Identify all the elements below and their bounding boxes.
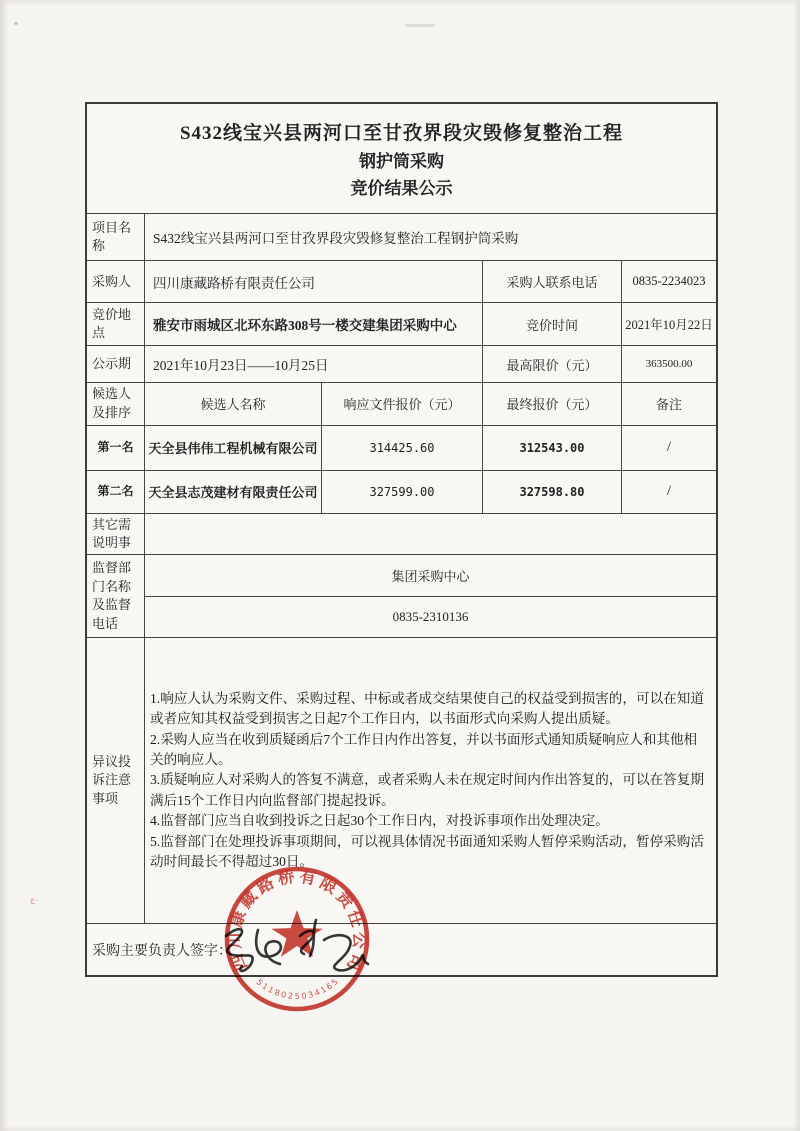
bidding-place-value: 雅安市雨城区北环东路308号一楼交建集团采购中心 <box>145 303 483 345</box>
bidding-time-label: 竞价时间 <box>483 303 622 345</box>
candidate-1-final-price: 312543.00 <box>483 426 622 470</box>
max-price-value: 363500.00 <box>645 358 693 371</box>
publicity-period-value: 2021年10月23日——10月25日 <box>145 346 483 382</box>
scan-red-mark: ɛ· <box>30 896 39 907</box>
col-header-candidate-name: 候选人名称 <box>145 383 322 425</box>
candidate-2-final-price: 327598.80 <box>483 471 622 513</box>
buyer-value: 四川康藏路桥有限责任公司 <box>145 261 483 302</box>
buyer-label: 采购人 <box>87 261 145 302</box>
seal-company-text: 四川康藏路桥有限责任公司 <box>224 866 370 974</box>
signature-label: 采购主要负责人签字： <box>92 943 232 959</box>
buyer-row <box>87 261 716 303</box>
title-line-1: S432线宝兴县两河口至甘孜界段灾毁修复整治工程 <box>179 123 624 145</box>
candidates-label: 候选人及排序 <box>87 383 145 425</box>
seal-serial-number: 5118025034165 <box>254 976 341 1001</box>
candidates-header-row <box>87 383 716 426</box>
bidding-place-label: 竞价地点 <box>87 303 145 345</box>
bidding-place-row <box>87 303 716 346</box>
objection-item-3: 3.质疑响应人对采购人的答复不满意，或者采购人未在规定时间内作出答复的，可以在答复期满后15个工作日内向监督部门提起投诉。 <box>150 772 704 808</box>
col-header-response-price: 响应文件报价（元） <box>322 383 483 425</box>
objection-item-4: 4.监督部门应当自收到投诉之日起30个工作日内，对投诉事项作出处理决定。 <box>150 813 609 829</box>
other-notes-row <box>87 514 716 556</box>
candidate-2-rank: 第二名 <box>87 471 145 513</box>
supervision-row <box>87 555 716 638</box>
candidate-2-name: 天全县志茂建材有限责任公司 <box>145 471 322 513</box>
supervision-phone: 0835-2310136 <box>392 608 469 624</box>
objection-text <box>145 638 716 923</box>
buyer-phone-value: 0835-2234023 <box>632 274 706 289</box>
title-line-3: 竞价结果公示 <box>350 179 453 199</box>
candidate-2-response-price: 327599.00 <box>322 471 483 513</box>
project-name-value: S432线宝兴县两河口至甘孜界段灾毁修复整治工程钢护筒采购 <box>153 231 519 247</box>
title-row <box>87 104 716 214</box>
other-notes-label: 其它需说明事 <box>87 514 145 555</box>
col-header-remark: 备注 <box>655 397 682 413</box>
col-header-final-price: 最终报价（元） <box>483 383 622 425</box>
objection-item-2: 2.采购人应当在收到质疑函后7个工作日内作出答复，并以书面形式通知质疑响应人和其他相关的响应人。 <box>150 731 698 768</box>
candidate-1-remark: / <box>666 439 672 456</box>
other-notes-value <box>145 514 716 555</box>
candidate-1-name: 天全县伟伟工程机械有限公司 <box>145 426 322 470</box>
objection-label: 异议投诉注意事项 <box>87 638 145 923</box>
project-name-label: 项目名称 <box>87 214 145 261</box>
supervision-values <box>145 555 716 637</box>
publicity-period-label: 公示期 <box>87 346 145 382</box>
signature-row <box>87 924 716 975</box>
candidate-row-2 <box>87 471 716 514</box>
max-price-label: 最高限价（元） <box>483 346 622 382</box>
title-line-2: 钢护筒采购 <box>359 152 444 172</box>
candidate-row-1 <box>87 426 716 471</box>
project-name-row <box>87 214 716 262</box>
document-title <box>87 114 716 202</box>
bid-result-table <box>85 102 718 977</box>
supervision-department: 集团采购中心 <box>145 555 716 596</box>
scan-smudge <box>405 24 435 27</box>
candidate-1-rank: 第一名 <box>87 426 145 470</box>
candidate-2-remark: / <box>666 483 672 500</box>
objection-row <box>87 638 716 924</box>
buyer-phone-label: 采购人联系电话 <box>483 261 622 302</box>
objection-item-5: 5.监督部门在处理投诉事项期间，可以视具体情况书面通知采购人暂停采购活动，暂停采购活动时间最长不得超过30日。 <box>150 833 704 870</box>
scan-speck <box>14 22 18 25</box>
candidate-1-response-price: 314425.60 <box>322 426 483 470</box>
bidding-time-value: 2021年10月22日 <box>625 318 713 333</box>
publicity-period-row <box>87 346 716 383</box>
supervision-label: 监督部门名称及监督电话 <box>87 555 145 637</box>
objection-item-1: 1.响应人认为采购文件、采购过程、中标或者成交结果使自己的权益受到损害的，可以在知道或者应知其权益受到损害之日起7个工作日内，以书面形式向采购人提出质疑。 <box>150 690 704 727</box>
svg-text:5118025034165 <box>255 976 341 1001</box>
